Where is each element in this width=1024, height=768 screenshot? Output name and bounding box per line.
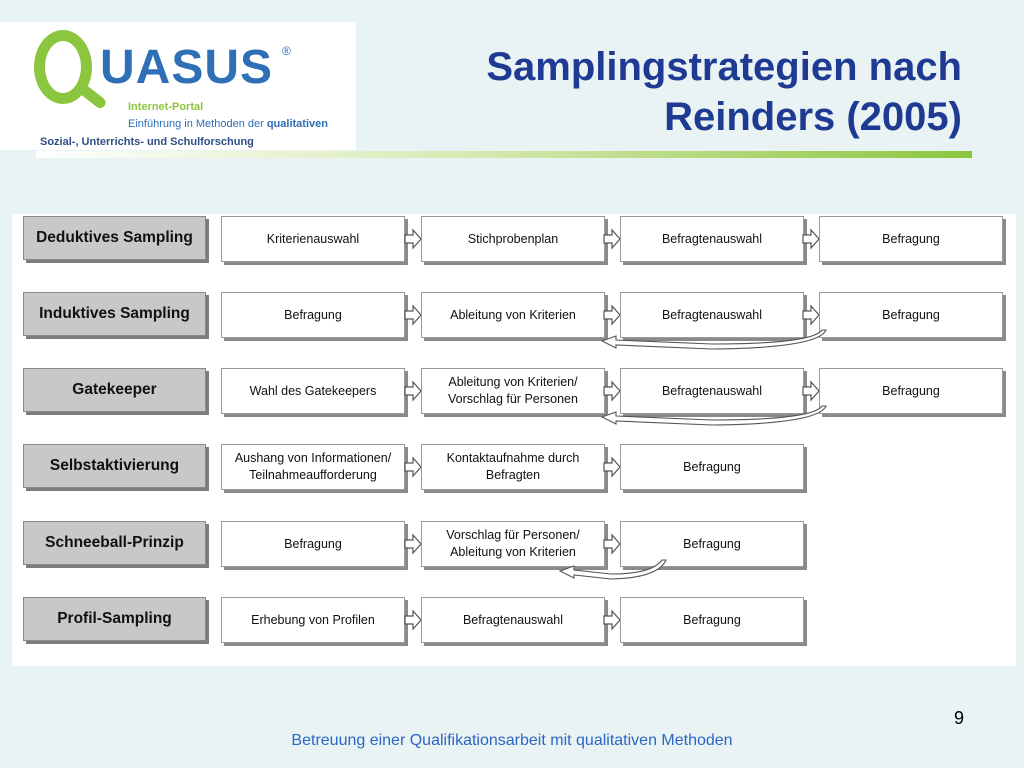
flow-arrow-icon (603, 228, 621, 250)
flow-arrow-icon (802, 228, 820, 250)
flow-arrow-icon (404, 609, 422, 631)
process-step: Befragung (819, 292, 1003, 338)
feedback-loop-arrow-icon (592, 328, 832, 356)
flow-arrow-icon (404, 380, 422, 402)
process-step: Vorschlag für Personen/ Ableitung von Kriterien (421, 521, 605, 567)
quasus-logo (0, 22, 356, 150)
process-step: Ableitung von Kriterien (421, 292, 605, 338)
process-step: Erhebung von Profilen (221, 597, 405, 643)
process-step: Befragung (620, 521, 804, 567)
process-step: Kontaktaufnahme durch Befragten (421, 444, 605, 490)
process-step: Befragtenauswahl (620, 368, 804, 414)
strategy-label: Schneeball-Prinzip (23, 521, 206, 565)
process-step: Befragtenauswahl (620, 216, 804, 262)
page-title-line-1: Samplingstrategien nach (486, 45, 962, 89)
flow-arrow-icon (802, 304, 820, 326)
strategy-label: Profil-Sampling (23, 597, 206, 641)
strategy-label: Selbstaktivierung (23, 444, 206, 488)
process-step: Befragtenauswahl (421, 597, 605, 643)
title-underline (36, 151, 972, 158)
flow-arrow-icon (404, 228, 422, 250)
footer-text: Betreuung einer Qualifikationsarbeit mit qualitativen Methoden (291, 732, 733, 749)
process-step: Befragung (221, 521, 405, 567)
flow-arrow-icon (404, 304, 422, 326)
process-step: Stichprobenplan (421, 216, 605, 262)
flow-arrow-icon (603, 533, 621, 555)
process-step: Befragtenauswahl (620, 292, 804, 338)
flow-arrow-icon (603, 609, 621, 631)
process-step: Befragung (221, 292, 405, 338)
flow-arrow-icon (603, 304, 621, 326)
process-step: Befragung (819, 216, 1003, 262)
strategy-label: Induktives Sampling (23, 292, 206, 336)
process-step: Aushang von Informationen/ Teilnahmeaufforderung (221, 444, 405, 490)
flow-arrow-icon (802, 380, 820, 402)
page-number: 9 (953, 708, 964, 728)
process-step: Kriterienauswahl (221, 216, 405, 262)
feedback-loop-arrow-icon (592, 404, 832, 432)
feedback-loop-arrow-icon (550, 558, 672, 586)
process-step: Befragung (620, 597, 804, 643)
strategy-label: Deduktives Sampling (23, 216, 206, 260)
logo-registered-mark: ® (282, 44, 291, 58)
logo-name: UASUS (100, 41, 274, 94)
page-title (486, 42, 962, 142)
flow-arrow-icon (404, 533, 422, 555)
process-step: Befragung (819, 368, 1003, 414)
page-title-line-2: Reinders (2005) (664, 95, 962, 139)
process-step: Wahl des Gatekeepers (221, 368, 405, 414)
logo-subtitle-portal: Internet-Portal (128, 101, 204, 113)
flow-arrow-icon (603, 456, 621, 478)
process-step: Befragung (620, 444, 804, 490)
process-step: Ableitung von Kriterien/ Vorschlag für Personen (421, 368, 605, 414)
flow-arrow-icon (404, 456, 422, 478)
logo-subtitle-fields: Sozial-, Unterrichts- und Schulforschung (40, 136, 254, 148)
strategy-label: Gatekeeper (23, 368, 206, 412)
logo-subtitle-intro (128, 118, 328, 130)
flow-arrow-icon (603, 380, 621, 402)
logo-subtitle-intro-text: Einführung in Methoden der (128, 118, 267, 130)
logo-subtitle-intro-bold: qualitativen (266, 118, 328, 130)
